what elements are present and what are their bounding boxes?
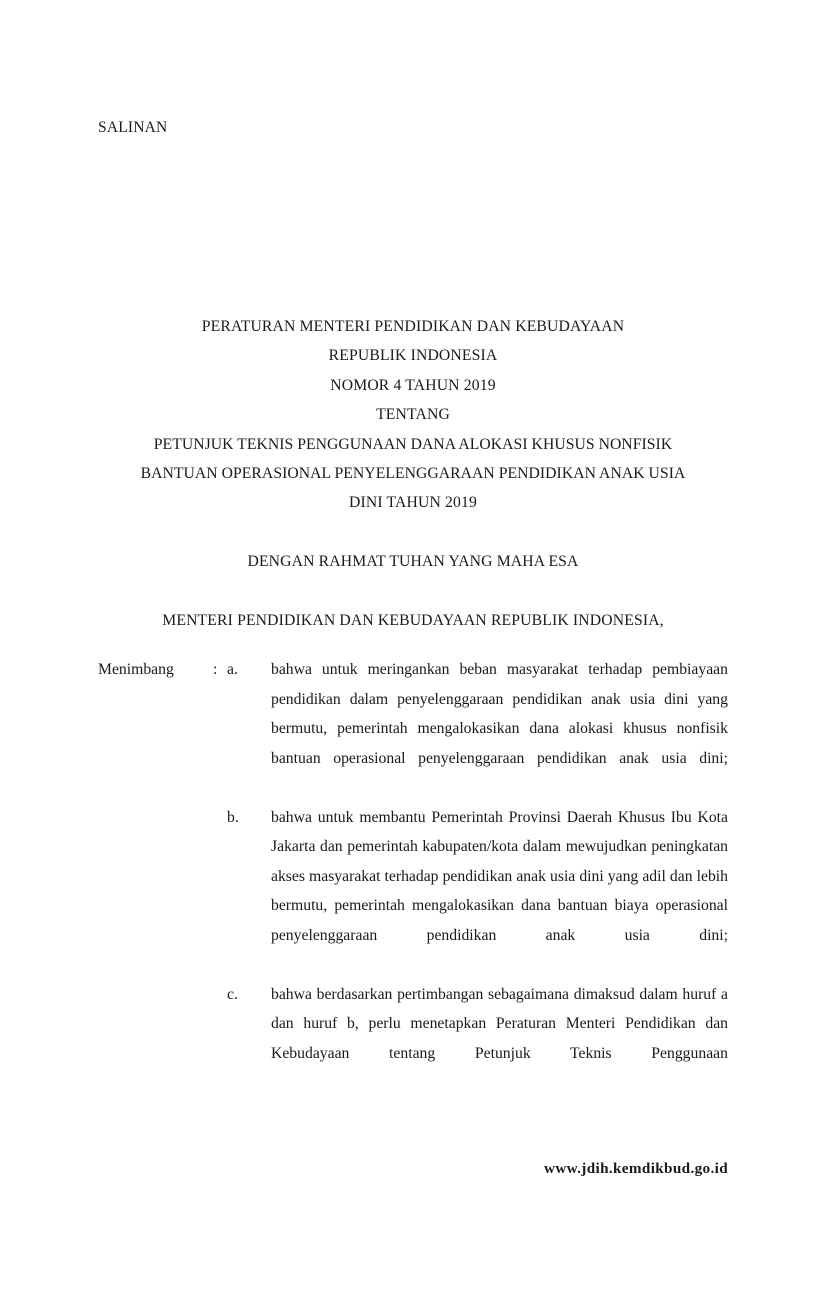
item-text-a-body: bahwa untuk meringankan beban masyarakat terhadap pembiayaan pendidikan dalam penyelenggaraan pendidikan anak usia dini yang bermutu, pemerintah mengalokasikan dana alokasi khusus nonfisik bantuan operasional penyelenggaraan pendidikan anak usia dini; [271,661,728,767]
item-text-c [271,980,728,1098]
copy-marker: SALINAN [98,119,168,136]
footer-watermark-url: www.jdih.kemdikbud.go.id [544,1160,728,1177]
considering-colon: : [213,661,218,678]
title-line-7: DINI TAHUN 2019 [349,494,477,512]
issuer-line: MENTERI PENDIDIKAN DAN KEBUDAYAAN REPUBLIK INDONESIA, [162,612,664,630]
title-line-6: BANTUAN OPERASIONAL PENYELENGGARAAN PENDIDIKAN ANAK USIA [140,465,686,483]
item-marker-a: a. [227,661,238,678]
invocation-line: DENGAN RAHMAT TUHAN YANG MAHA ESA [247,553,579,571]
item-text-a [271,655,728,803]
considering-item-a [98,655,728,803]
item-marker-c: c. [227,985,238,1003]
title-spacer-2 [98,577,728,606]
considering-section [98,655,728,1098]
title-line-1: PERATURAN MENTERI PENDIDIKAN DAN KEBUDAYAAN [201,318,625,335]
considering-item-c [98,980,728,1098]
document-title-block [98,312,728,635]
considering-label: Menimbang [98,661,174,678]
item-marker-b: b. [227,808,239,826]
item-text-b [271,803,728,980]
title-line-2: REPUBLIK INDONESIA [328,347,498,365]
title-line-3: NOMOR 4 TAHUN 2019 [330,376,496,394]
item-text-b-body: bahwa untuk membantu Pemerintah Provinsi Daerah Khusus Ibu Kota Jakarta dan pemerintah kabupaten/kota dalam mewujudkan peningkatan akses masyarakat terhadap pendidikan anak usia dini yang adil dan lebih bermutu, pemerintah mengalokasikan dana bantuan biaya operasional penyelenggaraan pendidikan anak usia dini; [271,808,728,944]
title-line-5: PETUNJUK TEKNIS PENGGUNAAN DANA ALOKASI KHUSUS NONFISIK [153,435,673,453]
title-line-4: TENTANG [376,406,450,424]
item-text-c-body: bahwa berdasarkan pertimbangan sebagaimana dimaksud dalam huruf a dan huruf b, perlu menetapkan Peraturan Menteri Pendidikan dan Kebudayaan tentang Petunjuk Teknis Penggunaan [271,985,728,1062]
title-spacer-1 [98,518,728,547]
considering-item-b [98,803,728,980]
